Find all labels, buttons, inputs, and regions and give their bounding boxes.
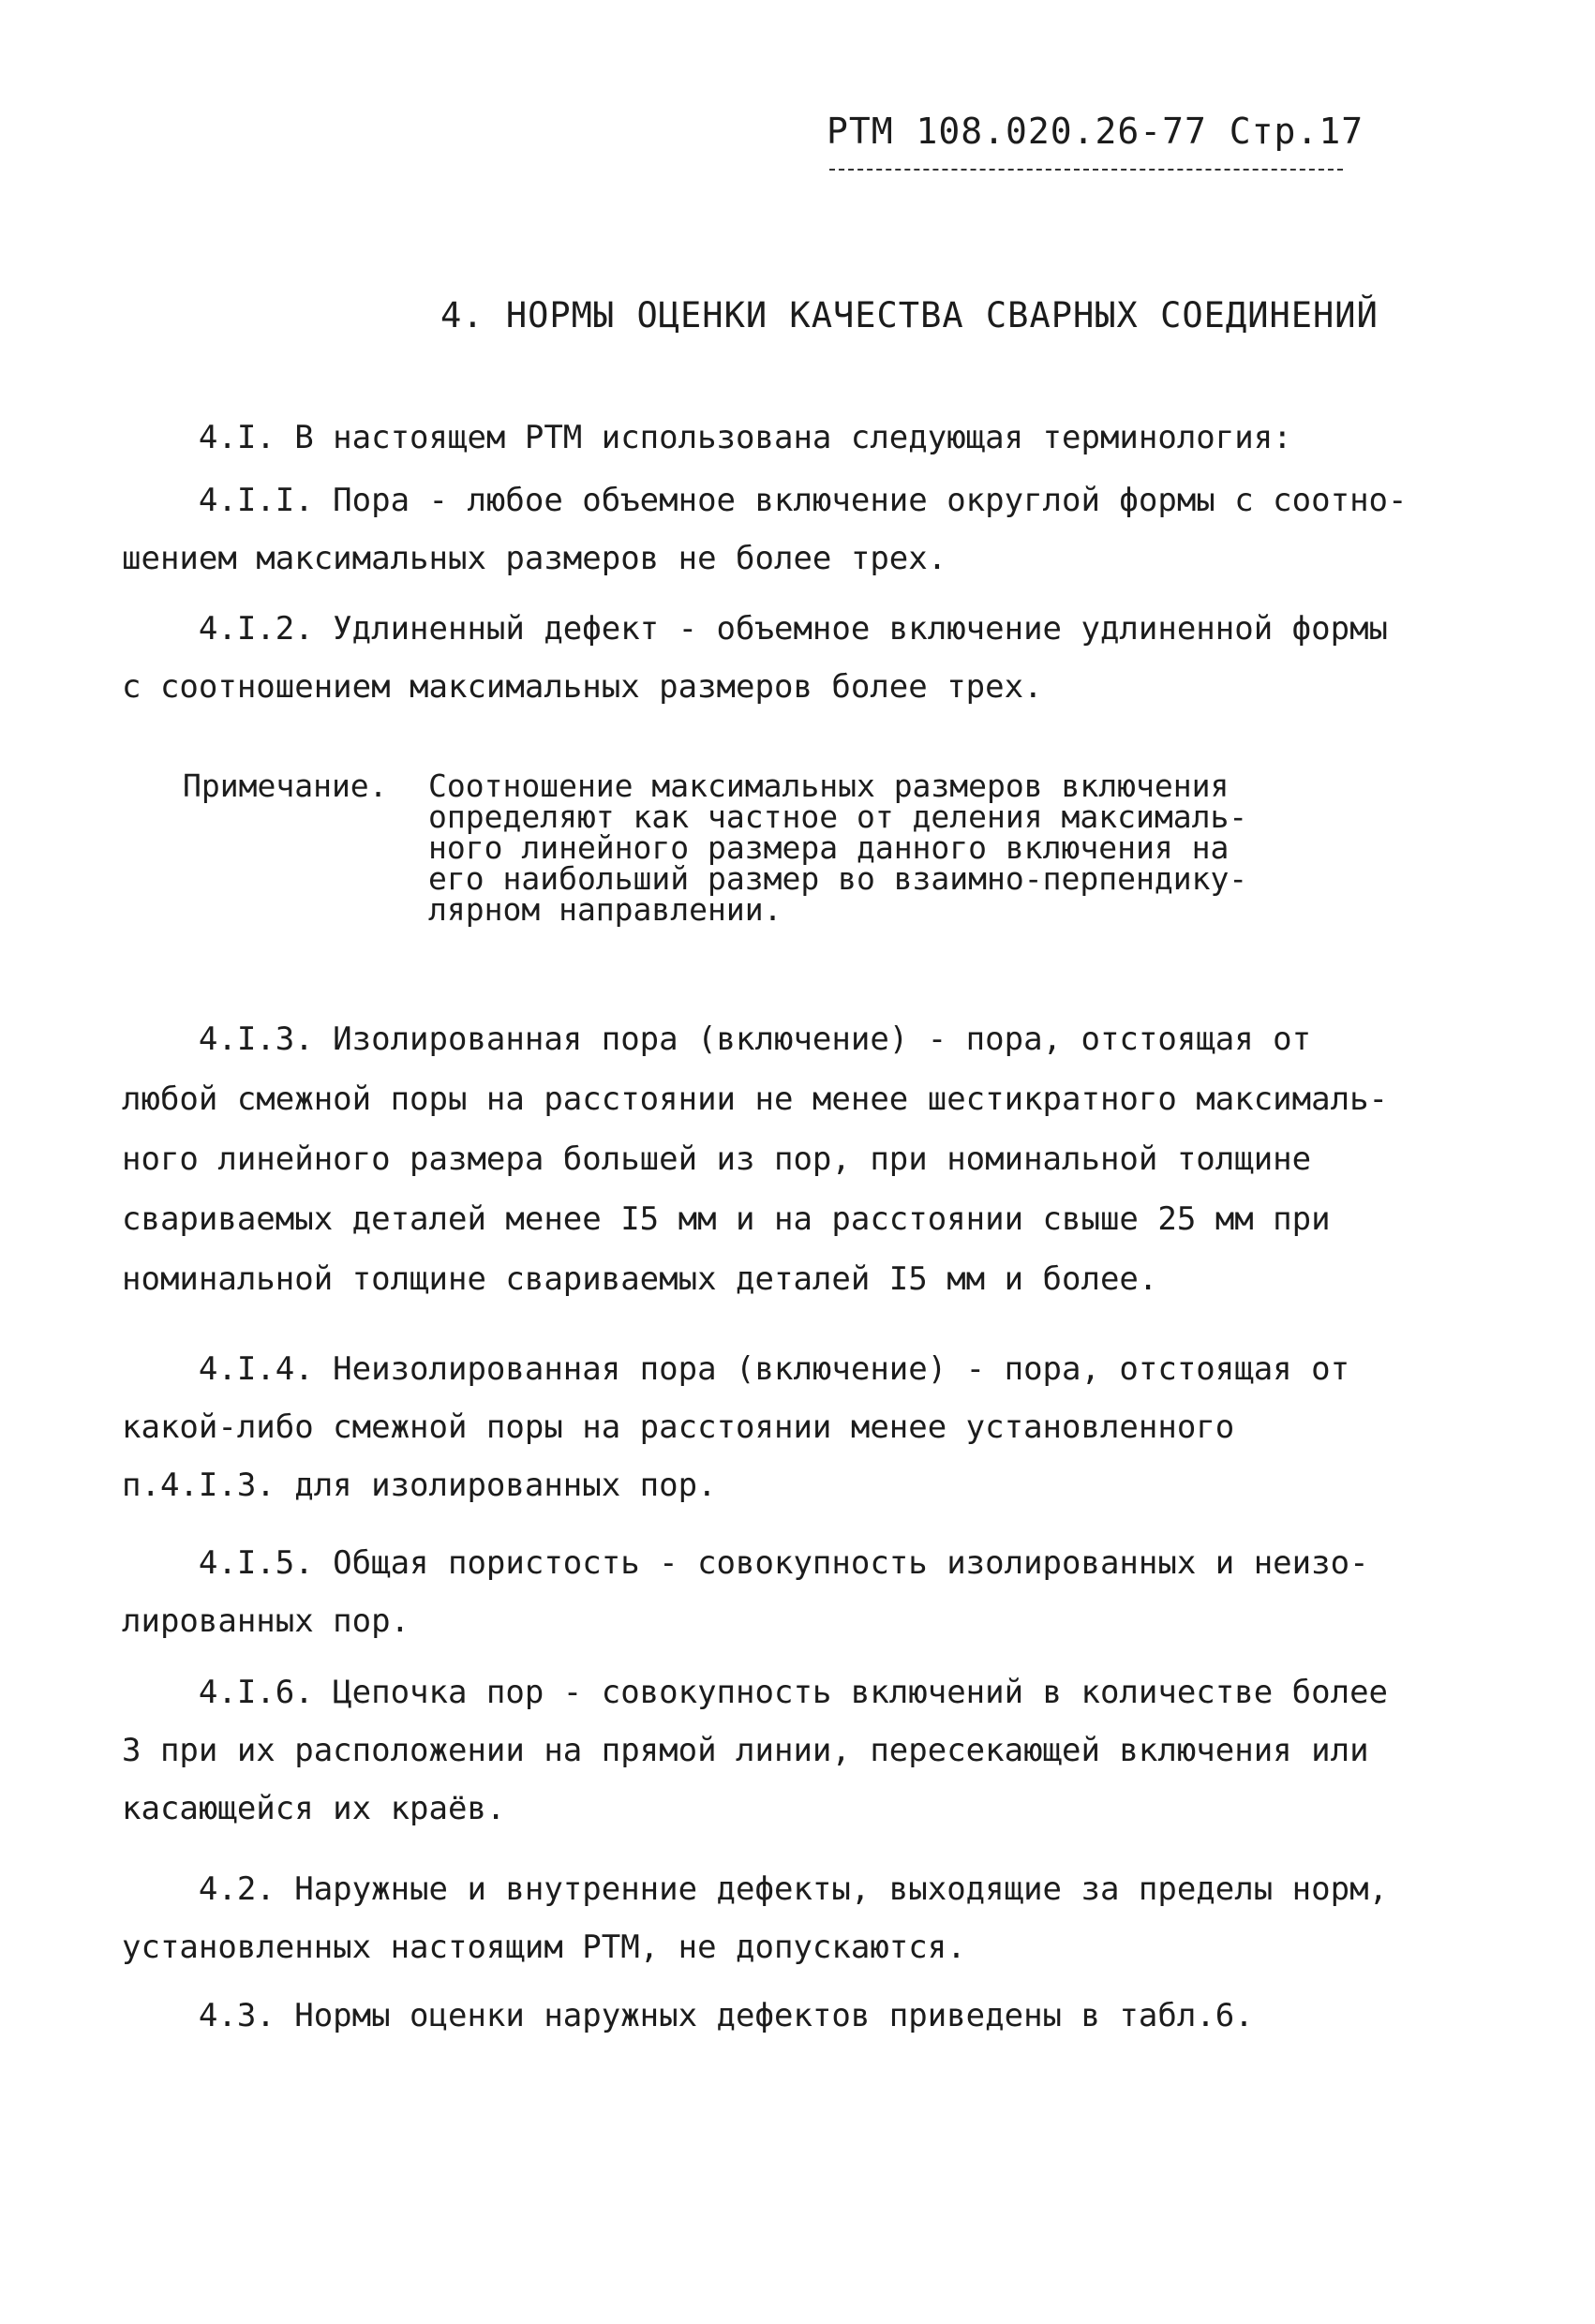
paragraph-line: какой-либо смежной поры на расстоянии менее установленного: [122, 1408, 1235, 1446]
paragraph-line: 4.3. Нормы оценки наружных дефектов приведены в табл.6.: [122, 1997, 1254, 2034]
paragraph-4-1-6: [122, 1663, 1490, 1838]
paragraph-line: 4.I. В настоящем РТМ использована следующая терминология:: [122, 419, 1292, 456]
paragraph-line: ного линейного размера большей из пор, при номинальной толщине: [122, 1140, 1312, 1178]
paragraph-line: установленных настоящим РТМ, не допускаются.: [122, 1929, 966, 1966]
paragraph-line: 4.I.3. Изолированная пора (включение) - пора, отстоящая от: [122, 1020, 1312, 1058]
paragraph-4-1-4: [122, 1340, 1490, 1514]
paragraph-4-2: [122, 1860, 1490, 1976]
note-line: определяют как частное от деления максималь-: [428, 798, 1248, 835]
paragraph-4-1-1: [122, 471, 1490, 588]
paragraph-line: касающейся их краёв.: [122, 1790, 506, 1827]
paragraph-line: п.4.I.3. для изолированных пор.: [122, 1467, 717, 1504]
paragraph-line: 4.I.5. Общая пористость - совокупность изолированных и неизо-: [122, 1544, 1369, 1582]
paragraph-line: номинальной толщине свариваемых деталей I5 мм и более.: [122, 1260, 1158, 1298]
paragraph-line: 4.2. Наружные и внутренние дефекты, выходящие за пределы норм,: [122, 1870, 1389, 1908]
paragraph-4-1-3: [122, 1009, 1490, 1309]
paragraph-line: с соотношением максимальных размеров более трех.: [122, 668, 1043, 706]
paragraph-line: 4.I.2. Удлиненный дефект - объемное включение удлиненной формы: [122, 610, 1389, 648]
header-underline: [829, 169, 1343, 171]
note-line: ного линейного размера данного включения на: [428, 829, 1230, 866]
paragraph-line: шением максимальных размеров не более трех.: [122, 540, 947, 577]
note-line: его наибольший размер во взаимно-перпендику-: [428, 860, 1248, 897]
section-title: 4. НОРМЫ ОЦЕНКИ КАЧЕСТВА СВАРНЫХ СОЕДИНЕНИЙ: [440, 295, 1379, 335]
paragraph-4-1: [122, 409, 1490, 467]
paragraph-line: 4.I.4. Неизолированная пора (включение) - пора, отстоящая от: [122, 1350, 1350, 1388]
paragraph-line: свариваемых деталей менее I5 мм и на расстоянии свыше 25 мм при: [122, 1200, 1331, 1238]
note-line: лярном направлении.: [428, 891, 783, 928]
paragraph-line: любой смежной поры на расстоянии не менее шестикратного максималь-: [122, 1080, 1389, 1118]
paragraph-line: 3 при их расположении на прямой линии, пересекающей включения или: [122, 1732, 1369, 1769]
document-header: РТМ 108.020.26-77 Стр.17: [827, 111, 1364, 152]
note-text: [428, 767, 1365, 928]
paragraph-line: 4.I.I. Пора - любое объемное включение округлой формы с соотно-: [122, 482, 1408, 519]
note-label: Примечание.: [183, 767, 388, 804]
paragraph-4-3: [122, 1987, 1490, 2045]
paragraph-line: 4.I.6. Цепочка пор - совокупность включений в количестве более: [122, 1674, 1389, 1711]
paragraph-line: лированных пор.: [122, 1602, 410, 1640]
paragraph-4-1-5: [122, 1534, 1490, 1650]
note-line: Соотношение максимальных размеров включения: [428, 767, 1230, 804]
paragraph-4-1-2: [122, 600, 1490, 716]
